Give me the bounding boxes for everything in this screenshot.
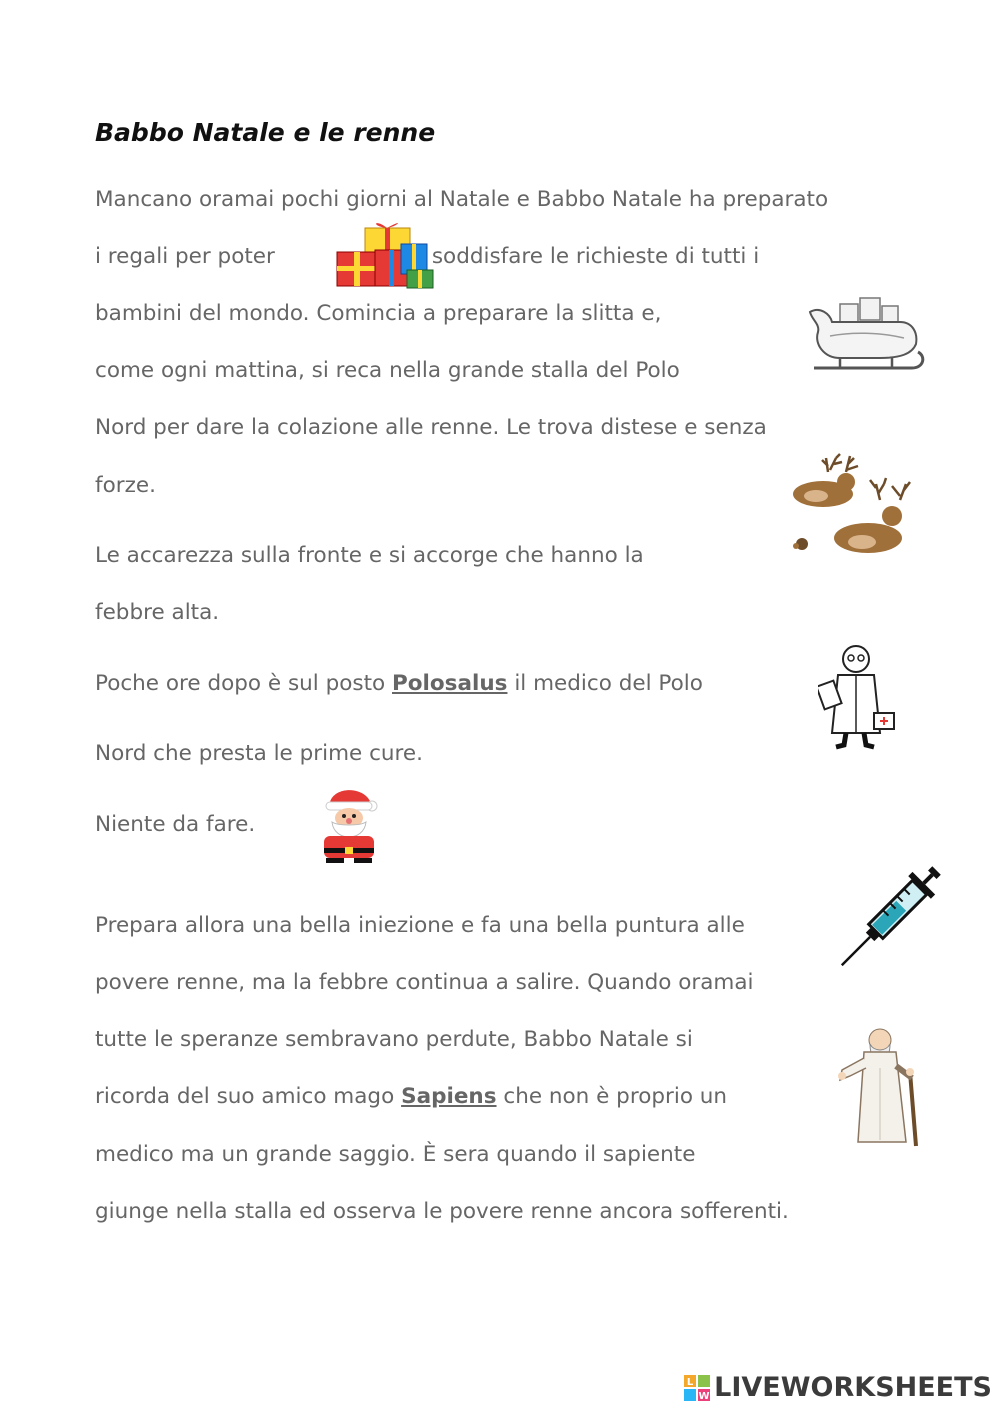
text-fragment: il medico del Polo xyxy=(514,671,703,696)
text-line: febbre alta. xyxy=(95,600,220,625)
text-line: forze. xyxy=(95,473,156,498)
text-line: Le accarezza sulla fronte e si accorge che hanno la xyxy=(95,543,644,568)
sapiens-link[interactable]: Sapiens xyxy=(401,1084,497,1109)
text-line: come ogni mattina, si reca nella grande stalla del Polo xyxy=(95,358,680,383)
text-line: Prepara allora una bella iniezione e fa una bella puntura alle xyxy=(95,913,745,938)
reindeer-image xyxy=(788,452,913,558)
text-line: Nord che presta le prime cure. xyxy=(95,741,423,766)
doctor-image xyxy=(818,643,896,751)
liveworksheets-logo xyxy=(684,1372,992,1403)
text-fragment: soddisfare le richieste di tutti i xyxy=(431,244,760,269)
logo-letter: W xyxy=(698,1390,710,1401)
text-line: tutte le speranze sembravano perdute, Babbo Natale si xyxy=(95,1027,693,1052)
text-fragment: che non è proprio un xyxy=(503,1084,728,1109)
text-line: Nord per dare la colazione alle renne. Le trova distese e senza xyxy=(95,415,767,440)
text-line: medico ma un grande saggio. È sera quando il sapiente xyxy=(95,1142,696,1167)
liveworksheets-logo-icon xyxy=(684,1375,710,1401)
liveworksheets-logo-text: LIVEWORKSHEETS xyxy=(714,1372,992,1403)
sleigh-image xyxy=(800,292,932,384)
santa-image xyxy=(314,786,384,864)
text-line: Mancano oramai pochi giorni al Natale e Babbo Natale ha preparato xyxy=(95,187,829,212)
wizard-image xyxy=(836,1022,930,1148)
text-line xyxy=(95,1082,727,1112)
text-line: Niente da fare. xyxy=(95,812,256,837)
text-line: povere renne, ma la febbre continua a salire. Quando oramai xyxy=(95,970,754,995)
text-fragment: ricorda del suo amico mago xyxy=(95,1084,395,1109)
logo-letter: L xyxy=(686,1376,694,1388)
text-line: bambini del mondo. Comincia a preparare la slitta e, xyxy=(95,301,662,326)
syringe-image xyxy=(840,856,944,974)
page-title: Babbo Natale e le renne xyxy=(95,118,436,147)
text-line xyxy=(95,669,703,699)
polosalus-link[interactable]: Polosalus xyxy=(392,671,508,696)
text-line: giunge nella stalla ed osserva le povere renne ancora sofferenti. xyxy=(95,1199,789,1224)
text-fragment: i regali per poter xyxy=(95,244,275,269)
text-fragment: Poche ore dopo è sul posto xyxy=(95,671,386,696)
gifts-image xyxy=(335,220,437,290)
